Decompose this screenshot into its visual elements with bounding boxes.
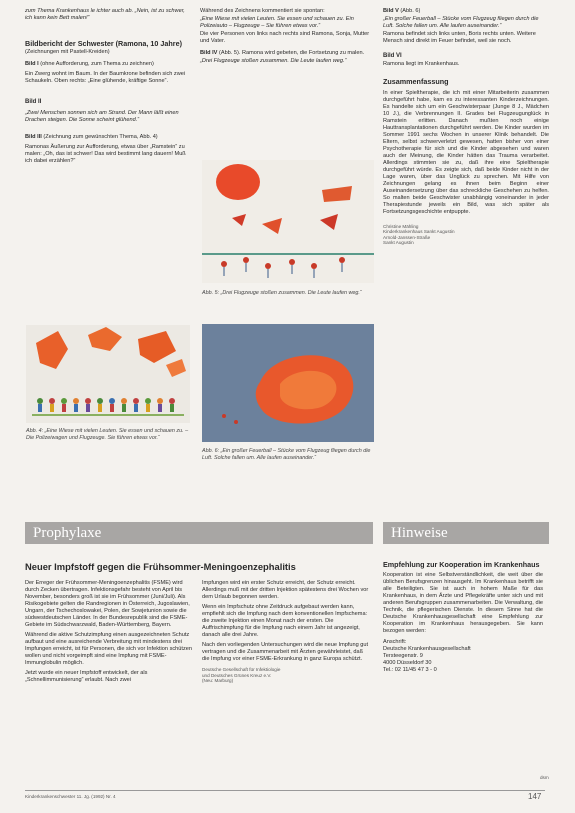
bild-4-quote: „Drei Flugzeuge stoßen zusammen. Die Leute laufen weg.“ [200, 58, 347, 64]
footer-publication: Kinderkrankenschwester 11. Jg. (1992) Nr. 4 [25, 794, 116, 799]
figure-5-drawing [202, 160, 374, 283]
article-para-5: Wenn ein Impfschutz ohne Zeitdruck aufgebaut werden kann, empfiehlt sich die Impfung nach dem konventionellen Impfschema: die zweite Injektion einen Monat nach der ersten. Die Auffrischimpfung für die Impfung nach einem Jahr ist angezeigt, danach alle drei Jahre. [202, 604, 368, 638]
bild-3-label-rest: (Zeichnung zum gewünschten Thema, Abb. 4) [43, 133, 158, 140]
hinweise-column [383, 561, 543, 674]
bild-5-text: Ramona befindet sich links unten, Boris rechts unten. Weitere Mensch sind direkt im Feuer befindet, weil sie noch. [383, 31, 536, 44]
figure-5-caption: Abb. 5: „Drei Flugzeuge stoßen zusammen. Die Leute laufen weg.“ [202, 290, 362, 296]
figure-6-caption: Abb. 6: „Ein großer Feuerball – Stücke vom Flugzeug fliegen durch die Luft. Solche fallen um. Alle laufen auseinander.“ [202, 448, 371, 461]
hint-title: Empfehlung zur Kooperation im Krankenhaus [383, 560, 540, 569]
bild-3-text: Ramonas Äußerung zur Aufforderung, etwas über „Ramstein“ zu malen: „Oh, das ist schwer! Das wird bestimmt lang dauern! Muß ich dabei erzählen?“ [25, 143, 186, 164]
bild-4-label-rest: (Abb. 5). Ramona wird gebeten, die Fortsetzung zu malen. [218, 50, 365, 56]
figure-4-art [26, 325, 190, 423]
band-prophylaxe: Prophylaxe [25, 522, 373, 544]
bild-5-label-rest: (Abb. 6) [400, 8, 421, 14]
column-3 [383, 8, 549, 251]
summary-text: In einer Spieltherapie, die ich mit einer Mitarbeiterin zusammen durchgeführt habe, kam es zu interessanten Kinderzeichnungen. Es handelte sich um ein Geschwisterpaar (Junge 8 J., Mädchen 10 J.), die Verbrennungen II. Grades bei Flugzeugunglück in Ramstein erlitten. Danach mußten noch einige Hauttransplantationen durchgeführt werden. Die Kinder wurden im Sommer 1991 sechs Wochen in unserer Klinik behandelt. Die Eltern, selbst schwerverletzt gewesen, hatten bisher von einer Psychotherapie für sich und die Kinder abgesehen und waren auch der Meinung, die Kinder hätten das Trauma verarbeitet. Allerdings stimmten sie zu, daß ihre eine Spieltherapie durchgeführt würde. Es zeigte sich, daß beide Kinder nicht in der Lage waren, über das Unglück zu sprechen. Mit Hilfe von Zeichnungen gelang es ihnen beim Beginn einer Auseinandersetzung über das schreckliche Geschehen zu helfen. So malten beide Geschwister unabhängig voneinander in jeder Therapiestunde jeweils ein Bild, was sich später als Fortsetzungsgeschichte entpuppte. [383, 89, 549, 215]
figure-6-art [202, 324, 374, 442]
figure-4-caption: Abb. 4: „Eine Wiese mit vielen Leuten. Sie essen und schauen zu. – Die Polizeiwagen und Flugzeuge. Sie führen etwas vor.“ [26, 428, 189, 441]
col2-text-2: Die vier Personen von links nach rechts sind Ramona, Sonja, Mutter und Vater. [200, 31, 370, 44]
article-para-2: Während die aktive Schutzimpfung einen ausgezeichneten Schutz aufbaut und eine ausreichende Verbreitung mit mindestens drei Impfungen erreicht, ist für Personen, die sich vor Infektion schützen wollen und nicht vorgeimpft sind eine Impfung mit FSME-Immunglobulin möglich. [25, 632, 192, 666]
col2-quote-1: „Eine Wiese mit vielen Leuten. Sie essen und schauen zu. Ein Polizeiauto – Flugzeuge – Sie führen etwas vor.“ [200, 16, 354, 29]
article-title: Neuer Impfstoff gegen die Frühsommer-Meningoenzephalitis [25, 561, 296, 572]
column-1 [25, 8, 192, 165]
summary-heading: Zusammenfassung [383, 77, 449, 87]
hint-text: Kooperation ist eine Selbstverständlichkeit, die weit über die üblichen Berufsgrenzen hinausgeht. Im Krankenhaus betrifft sie alle Beteiligten. Sie ist auch in hohem Maße für das Krankenhaus, in dem Ärzte und Pflegekräfte unter sich und mit anderen Berufsgruppen zusammenarbeiten. Die Verwaltung, die Technik, die pflegerischen Dienste. In diesem Sinne hat die Deutsche Krankenhausgesellschaft eine Empfehlung zur Kooperation im Krankenhaus herausgegeben. Sie kann bezogen werden: [383, 572, 543, 635]
bild-1-label: Bild I [25, 61, 39, 68]
col1-intro: zum Thema Krankenhaus le ichter auch ab. „Nein, ist zu schwer, ich kann kein Bett malen!“ [25, 8, 185, 21]
figure-4-drawing [26, 325, 190, 423]
article-para-3: Jetzt wurde ein neuer Impfstoff entwickelt, der als „Schnellimmunisierung“ erlaubt. Nach zwei [25, 670, 148, 683]
footer-rule [25, 790, 545, 791]
bild-1-text: Ein Zwerg wohnt im Baum. In der Baumkrone befinden sich zwei Schaukeln. Oben rechts: „Eine glühende, kräftige Sonne“. [25, 71, 186, 85]
bild-5-quote: „Ein großer Feuerball – Stücke vom Flugzeug fliegen durch die Luft. Solche fallen um. Alle laufen auseinander.“ [383, 16, 539, 29]
author-info: Christine Mähling Kinderkrankenhaus Sankt Augustin Arnold-Janssen-Straße Sankt Augustin [383, 223, 455, 246]
bild-6-label: Bild VI [383, 53, 402, 59]
bild-4-label: Bild IV [200, 50, 218, 56]
figure-5-art [202, 160, 374, 283]
article-col-2 [202, 580, 372, 688]
bild-6-text: Ramona liegt im Krankenhaus. [383, 61, 460, 68]
article-source: Deutsche Gesellschaft für Infektiologie und Deutsches Grünes Kreuz e.V. (Neu: Marburg) [202, 667, 281, 684]
article-para-1: Der Erreger der Frühsommer-Meningoenzephalitis (FSME) wird durch Zecken übertragen. Infektionsgefahr besteht von April bis November, besonders groß ist sie im Frühsommer (Juni/Juli). Als Risikogebiete gelten die Randregionen in Österreich, Jugoslawien, Ungarn, der Tschechoslowakei, Polen, der Sowjetunion sowie die südwestdeutschen Länder. In der Bundesrepublik sind die FSME-Gebiete im Südschwarzwald, Baden-Württemberg, Bayern. [25, 580, 190, 628]
section-heading: Bildbericht der Schwester (Ramona, 10 Jahre) [25, 39, 182, 48]
band-hinweise: Hinweise [383, 522, 549, 544]
bild-1-label-rest: (ohne Aufforderung, zum Thema zu zeichnen) [40, 61, 154, 68]
bild-5-label: Bild V [383, 8, 399, 14]
article-para-4: Impfungen wird ein erster Schutz erreicht, der Schutz erreicht. Allerdings muß mit der dritten Injektion spätestens drei Wochen vor dem Urlaub begonnen werden. [202, 580, 369, 600]
hint-signature: dsm [540, 775, 549, 780]
bild-2-text: „Zwei Menschen sonnen sich am Strand. Der Mann läßt einen Drachen steigen. Die Sonne scheint glühend.“ [25, 109, 179, 123]
figure-6-drawing [202, 324, 374, 442]
column-2 [200, 8, 375, 65]
article-col-1 [25, 580, 195, 684]
article-para-6: Nach den vorliegenden Untersuchungen wird die neue Impfung gut vertragen und die Zusammenarbeit mit Ärzten gewährleistet, daß die Impfung vor einer FSME-Erkrankung in ganz Europa schützt. [202, 642, 369, 662]
col2-text-1: Während des Zeichnens kommentiert sie spontan: [200, 8, 325, 14]
bild-2-label: Bild II [25, 99, 42, 106]
hint-address: Anschrift: Deutsche Krankenhausgesellschaft Tersteegenstr. 9 4000 Düsseldorf 30 Tel.: 02 11/45 47 3 - 0 [383, 639, 471, 674]
page-number: 147 [528, 792, 542, 801]
bild-3-label: Bild III [25, 133, 42, 140]
section-subheading: (Zeichnungen mit Pastell-Kreiden) [25, 49, 110, 56]
